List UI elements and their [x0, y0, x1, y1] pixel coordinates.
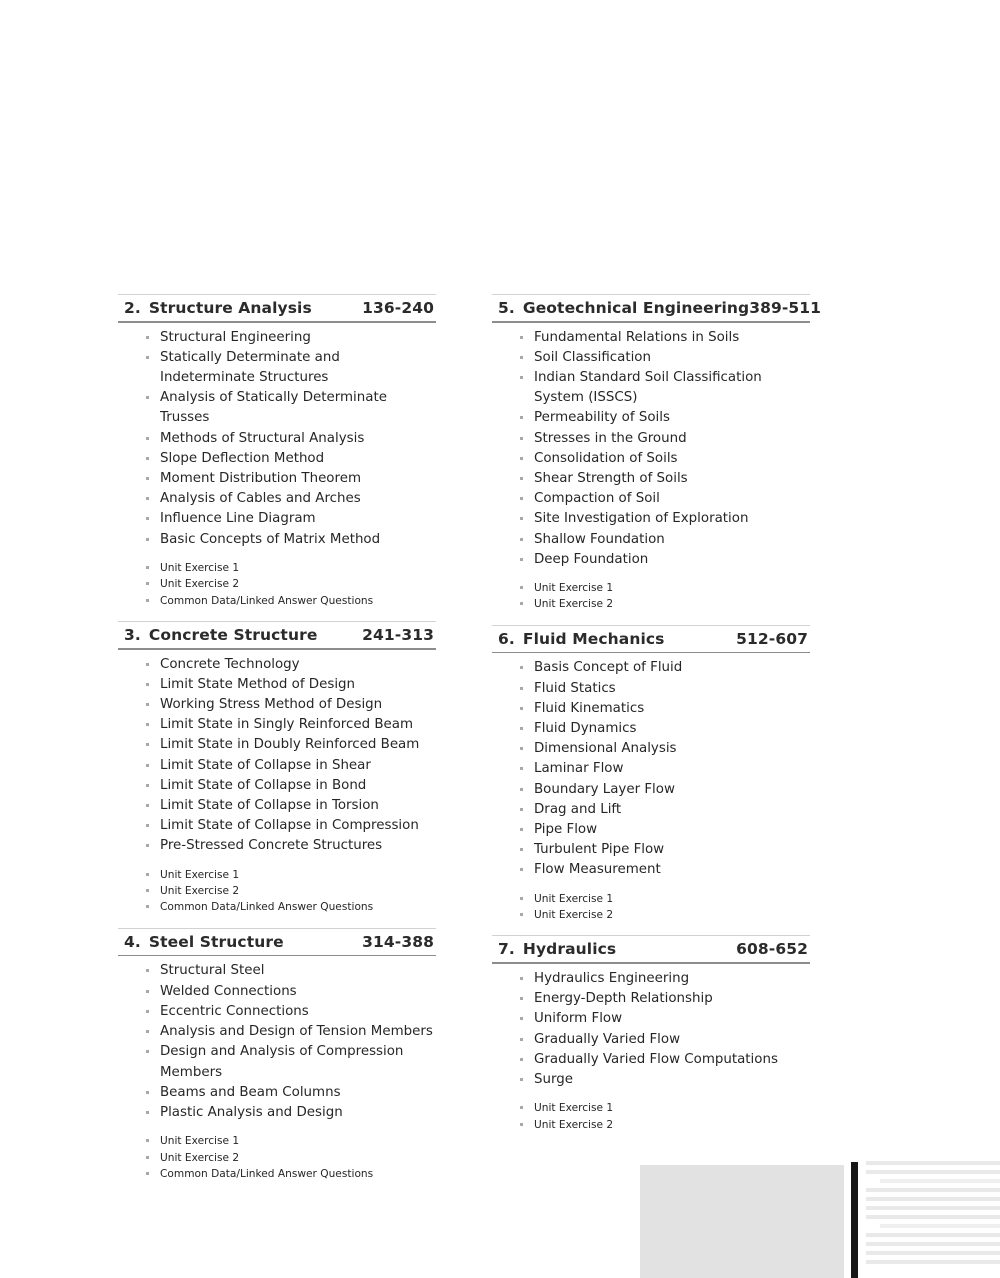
- exercise-item[interactable]: [492, 907, 810, 923]
- chapter-header[interactable]: [118, 929, 436, 955]
- exercise-item-label: Unit Exercise 2: [160, 885, 240, 898]
- topic-item[interactable]: [118, 449, 436, 469]
- topic-item-label: Limit State of Collapse in Compression: [160, 818, 419, 834]
- square-bullet-icon: [146, 336, 149, 339]
- topic-item-label: Dimensional Analysis: [534, 741, 677, 757]
- exercise-item[interactable]: [118, 576, 436, 592]
- topic-item-label: Gradually Varied Flow: [534, 1031, 681, 1047]
- chapter-exercise-list: [118, 867, 436, 916]
- square-bullet-icon: [520, 586, 523, 589]
- exercise-item-label: Common Data/Linked Answer Questions: [160, 1167, 374, 1180]
- square-bullet-icon: [146, 1030, 149, 1033]
- chapter-header[interactable]: [492, 936, 810, 962]
- exercise-item-label: Unit Exercise 1: [534, 582, 614, 595]
- page-edge-line: [866, 1170, 1000, 1174]
- square-bullet-icon: [146, 824, 149, 827]
- topic-item[interactable]: [492, 969, 810, 989]
- chapter-title-wrap: [124, 933, 284, 951]
- chapter-page-range: 389-511: [749, 299, 822, 317]
- topic-item-label: Boundary Layer Flow: [534, 781, 675, 797]
- topic-item[interactable]: [118, 1083, 436, 1103]
- square-bullet-icon: [520, 1106, 523, 1109]
- topic-item[interactable]: [118, 655, 436, 675]
- exercise-item[interactable]: [492, 1117, 810, 1133]
- chapter-page-range: 608-652: [736, 940, 808, 959]
- topic-item-label: Slope Deflection Method: [160, 450, 325, 466]
- chapter-number: 4.: [124, 932, 141, 951]
- topic-item-label: Fluid Statics: [534, 680, 616, 696]
- chapter-title: Hydraulics: [522, 940, 617, 959]
- exercise-item[interactable]: [118, 883, 436, 899]
- chapter-topic-list: [492, 969, 810, 1090]
- topic-item[interactable]: [118, 1022, 436, 1042]
- square-bullet-icon: [520, 416, 523, 419]
- topic-item[interactable]: [492, 658, 810, 678]
- topic-item[interactable]: [492, 408, 810, 428]
- page-edge-text-lines: [866, 1161, 1000, 1278]
- square-bullet-icon: [520, 457, 523, 460]
- chapter-rule-bottom: [118, 321, 436, 323]
- topic-item-label: Soil Classification: [534, 349, 651, 365]
- square-bullet-icon: [146, 723, 149, 726]
- chapter-number: 3.: [124, 626, 141, 645]
- square-bullet-icon: [520, 538, 523, 541]
- square-bullet-icon: [146, 1172, 149, 1175]
- topic-item[interactable]: [118, 429, 436, 449]
- topic-item[interactable]: [118, 756, 436, 776]
- chapter-number: 7.: [498, 940, 515, 959]
- square-bullet-icon: [146, 743, 149, 746]
- chapter-page-range: 136-240: [362, 299, 434, 317]
- square-bullet-icon: [146, 517, 149, 520]
- square-bullet-icon: [520, 997, 523, 1000]
- toc-columns: [118, 294, 882, 1194]
- square-bullet-icon: [520, 1038, 523, 1041]
- topic-item-label: Limit State Method of Design: [160, 676, 356, 692]
- square-bullet-icon: [146, 1139, 149, 1142]
- square-bullet-icon: [520, 517, 523, 520]
- topic-item[interactable]: [118, 489, 436, 509]
- square-bullet-icon: [520, 747, 523, 750]
- topic-item[interactable]: [492, 1050, 810, 1070]
- exercise-item-label: Unit Exercise 1: [534, 892, 614, 905]
- topic-item-label: Analysis and Design of Tension Members: [160, 1024, 433, 1040]
- topic-item[interactable]: [492, 1070, 810, 1090]
- topic-item[interactable]: [118, 961, 436, 981]
- topic-item-label: Pre-Stressed Concrete Structures: [160, 838, 383, 854]
- chapter-number: 6.: [498, 629, 515, 648]
- chapter-entry[interactable]: [492, 625, 810, 924]
- topic-item-label: Analysis of Cables and Arches: [160, 491, 361, 507]
- topic-item-label: Flow Measurement: [534, 862, 661, 878]
- topic-item[interactable]: [118, 1103, 436, 1123]
- exercise-item-label: Unit Exercise 2: [534, 909, 614, 922]
- square-bullet-icon: [146, 784, 149, 787]
- page-edge-line: [880, 1224, 1000, 1228]
- topic-item-label: Shear Strength of Soils: [534, 471, 688, 487]
- page-edge-line: [866, 1206, 1000, 1210]
- square-bullet-icon: [520, 1123, 523, 1126]
- topic-item-label: Surge: [534, 1072, 573, 1088]
- topic-item[interactable]: [492, 368, 810, 408]
- square-bullet-icon: [146, 1111, 149, 1114]
- topic-item-label: Fluid Dynamics: [534, 721, 637, 737]
- square-bullet-icon: [146, 764, 149, 767]
- square-bullet-icon: [520, 336, 523, 339]
- exercise-item[interactable]: [118, 1133, 436, 1149]
- exercise-item-label: Unit Exercise 1: [534, 1102, 614, 1115]
- topic-item-label: Limit State in Doubly Reinforced Beam: [160, 737, 420, 753]
- exercise-item-label: Common Data/Linked Answer Questions: [160, 901, 374, 914]
- toc-column-right: [492, 294, 822, 1145]
- page-edge-line: [866, 1251, 1000, 1255]
- topic-item[interactable]: [118, 776, 436, 796]
- topic-item-label: Limit State of Collapse in Torsion: [160, 798, 379, 814]
- topic-item[interactable]: [118, 328, 436, 348]
- topic-item-label: Fluid Kinematics: [534, 700, 645, 716]
- chapter-title: Fluid Mechanics: [522, 629, 665, 648]
- topic-item-label: Working Stress Method of Design: [160, 697, 383, 713]
- topic-item[interactable]: [118, 715, 436, 735]
- square-bullet-icon: [146, 1050, 149, 1053]
- topic-item[interactable]: [492, 348, 810, 368]
- chapter-exercise-list: [492, 1100, 810, 1133]
- topic-item-label: Basic Concepts of Matrix Method: [160, 531, 381, 547]
- topic-item-label: Structural Steel: [160, 963, 265, 979]
- topic-item-label: Structural Engineering: [160, 329, 311, 345]
- square-bullet-icon: [520, 437, 523, 440]
- square-bullet-icon: [146, 566, 149, 569]
- topic-item-label: Hydraulics Engineering: [534, 971, 690, 987]
- square-bullet-icon: [520, 727, 523, 730]
- exercise-item[interactable]: [118, 560, 436, 576]
- topic-item-label: Energy-Depth Relationship: [534, 991, 713, 1007]
- square-bullet-icon: [520, 767, 523, 770]
- exercise-item[interactable]: [118, 899, 436, 915]
- topic-item[interactable]: [492, 820, 810, 840]
- square-bullet-icon: [520, 602, 523, 605]
- square-bullet-icon: [520, 897, 523, 900]
- exercise-item-label: Unit Exercise 2: [534, 1118, 614, 1131]
- topic-item-label: Pipe Flow: [534, 822, 598, 838]
- chapter-title-wrap: [124, 626, 317, 644]
- chapter-topic-list: [118, 961, 436, 1123]
- topic-item-label: Statically Determinate and Indeterminate Structures: [160, 349, 340, 385]
- square-bullet-icon: [520, 913, 523, 916]
- topic-item-label: Beams and Beam Columns: [160, 1084, 341, 1100]
- page-edge-line: [866, 1188, 1000, 1192]
- square-bullet-icon: [146, 873, 149, 876]
- topic-item[interactable]: [118, 816, 436, 836]
- square-bullet-icon: [520, 558, 523, 561]
- chapter-topic-list: [492, 328, 810, 570]
- chapter-title-wrap: [498, 299, 749, 317]
- topic-item-label: Fundamental Relations in Soils: [534, 329, 740, 345]
- square-bullet-icon: [520, 707, 523, 710]
- topic-item[interactable]: [118, 1002, 436, 1022]
- topic-item-label: Laminar Flow: [534, 761, 624, 777]
- chapter-title: Steel Structure: [148, 932, 284, 951]
- exercise-item[interactable]: [492, 891, 810, 907]
- square-bullet-icon: [146, 437, 149, 440]
- topic-item-label: Design and Analysis of Compression Members: [160, 1044, 404, 1080]
- topic-item-label: Welded Connections: [160, 983, 297, 999]
- topic-item[interactable]: [492, 1030, 810, 1050]
- toc-column-left: [118, 294, 436, 1194]
- topic-item-label: Indian Standard Soil Classification System (ISSCS): [534, 370, 762, 406]
- exercise-item[interactable]: [118, 867, 436, 883]
- square-bullet-icon: [146, 538, 149, 541]
- square-bullet-icon: [146, 683, 149, 686]
- topic-item-label: Shallow Foundation: [534, 531, 665, 547]
- topic-item-label: Gradually Varied Flow Computations: [534, 1051, 778, 1067]
- chapter-title-wrap: [498, 940, 616, 958]
- topic-item-label: Plastic Analysis and Design: [160, 1104, 343, 1120]
- square-bullet-icon: [146, 477, 149, 480]
- topic-item[interactable]: [118, 509, 436, 529]
- topic-item[interactable]: [118, 530, 436, 550]
- chapter-exercise-list: [492, 580, 810, 613]
- square-bullet-icon: [146, 990, 149, 993]
- square-bullet-icon: [146, 599, 149, 602]
- topic-item[interactable]: [118, 348, 436, 388]
- exercise-item[interactable]: [118, 593, 436, 609]
- square-bullet-icon: [520, 1078, 523, 1081]
- square-bullet-icon: [146, 1010, 149, 1013]
- chapter-entry[interactable]: [118, 621, 436, 916]
- chapter-header[interactable]: [492, 626, 810, 652]
- square-bullet-icon: [146, 905, 149, 908]
- chapter-title: Geotechnical Engineering: [522, 299, 750, 317]
- page-edge-line: [866, 1260, 1000, 1264]
- chapter-page-range: 241-313: [362, 626, 434, 645]
- topic-item[interactable]: [492, 449, 810, 469]
- topic-item-label: Consolidation of Soils: [534, 450, 678, 466]
- square-bullet-icon: [146, 663, 149, 666]
- exercise-item-label: Unit Exercise 2: [534, 598, 614, 611]
- square-bullet-icon: [146, 1156, 149, 1159]
- topic-item[interactable]: [118, 469, 436, 489]
- page-edge-line: [880, 1179, 1000, 1183]
- topic-item[interactable]: [492, 429, 810, 449]
- exercise-item-label: Unit Exercise 1: [160, 868, 240, 881]
- square-bullet-icon: [146, 804, 149, 807]
- square-bullet-icon: [146, 889, 149, 892]
- topic-item-label: Eccentric Connections: [160, 1003, 309, 1019]
- topic-item[interactable]: [492, 530, 810, 550]
- topic-item-label: Stresses in the Ground: [534, 430, 687, 446]
- topic-item[interactable]: [118, 836, 436, 856]
- topic-item-label: Compaction of Soil: [534, 491, 660, 507]
- exercise-item-label: Common Data/Linked Answer Questions: [160, 594, 374, 607]
- square-bullet-icon: [146, 497, 149, 500]
- topic-item-label: Limit State of Collapse in Shear: [160, 757, 371, 773]
- square-bullet-icon: [520, 356, 523, 359]
- topic-item[interactable]: [492, 489, 810, 509]
- topic-item[interactable]: [492, 550, 810, 570]
- topic-item[interactable]: [492, 800, 810, 820]
- topic-item[interactable]: [118, 982, 436, 1002]
- topic-item[interactable]: [492, 679, 810, 699]
- topic-item-label: Turbulent Pipe Flow: [534, 842, 665, 858]
- topic-item[interactable]: [492, 699, 810, 719]
- chapter-topic-list: [492, 658, 810, 880]
- square-bullet-icon: [146, 1091, 149, 1094]
- page-edge-line: [866, 1242, 1000, 1246]
- chapter-title-wrap: [498, 630, 665, 648]
- chapter-topic-list: [118, 328, 436, 550]
- page-edge-line: [866, 1233, 1000, 1237]
- square-bullet-icon: [146, 582, 149, 585]
- topic-item-label: Site Investigation of Exploration: [534, 511, 749, 527]
- square-bullet-icon: [520, 1058, 523, 1061]
- chapter-rule-bottom: [492, 962, 810, 964]
- topic-item[interactable]: [118, 735, 436, 755]
- page-edge-spine: [851, 1162, 858, 1278]
- topic-item[interactable]: [492, 759, 810, 779]
- square-bullet-icon: [520, 788, 523, 791]
- exercise-item-label: Unit Exercise 2: [160, 1151, 240, 1164]
- topic-item[interactable]: [492, 509, 810, 529]
- topic-item[interactable]: [492, 739, 810, 759]
- chapter-rule-bottom: [492, 321, 810, 323]
- exercise-item[interactable]: [492, 1100, 810, 1116]
- topic-item-label: Limit State in Singly Reinforced Beam: [160, 717, 414, 733]
- square-bullet-icon: [146, 356, 149, 359]
- square-bullet-icon: [146, 457, 149, 460]
- chapter-exercise-list: [118, 560, 436, 609]
- topic-item-label: Moment Distribution Theorem: [160, 471, 361, 487]
- topic-item[interactable]: [492, 780, 810, 800]
- topic-item[interactable]: [492, 860, 810, 880]
- square-bullet-icon: [520, 477, 523, 480]
- chapter-page-range: 512-607: [736, 629, 808, 648]
- chapter-header[interactable]: [118, 295, 436, 321]
- exercise-item-label: Unit Exercise 1: [160, 1135, 240, 1148]
- topic-item-label: Uniform Flow: [534, 1011, 623, 1027]
- topic-item[interactable]: [492, 719, 810, 739]
- topic-item-label: Basis Concept of Fluid: [534, 660, 683, 676]
- topic-item[interactable]: [492, 989, 810, 1009]
- exercise-item-label: Unit Exercise 1: [160, 561, 240, 574]
- square-bullet-icon: [146, 703, 149, 706]
- page-edge-line: [866, 1161, 1000, 1165]
- topic-item[interactable]: [118, 695, 436, 715]
- chapter-rule-bottom: [118, 955, 436, 957]
- topic-item-label: Deep Foundation: [534, 551, 649, 567]
- topic-item[interactable]: [118, 388, 436, 428]
- topic-item-label: Limit State of Collapse in Bond: [160, 777, 367, 793]
- chapter-title: Structure Analysis: [148, 299, 312, 317]
- square-bullet-icon: [146, 969, 149, 972]
- topic-item[interactable]: [118, 1042, 436, 1082]
- page-edge-line: [866, 1197, 1000, 1201]
- chapter-rule-bottom: [118, 648, 436, 650]
- chapter-entry[interactable]: [492, 294, 822, 613]
- square-bullet-icon: [520, 868, 523, 871]
- square-bullet-icon: [146, 844, 149, 847]
- topic-item[interactable]: [492, 328, 810, 348]
- chapter-exercise-list: [492, 891, 810, 924]
- topic-item[interactable]: [492, 1009, 810, 1029]
- exercise-item[interactable]: [492, 596, 810, 612]
- topic-item[interactable]: [118, 675, 436, 695]
- page-edge-line: [866, 1215, 1000, 1219]
- chapter-header[interactable]: [118, 622, 436, 648]
- chapter-title: Concrete Structure: [148, 626, 318, 645]
- chapter-header[interactable]: [492, 295, 822, 321]
- square-bullet-icon: [520, 687, 523, 690]
- exercise-item[interactable]: [118, 1166, 436, 1182]
- square-bullet-icon: [520, 828, 523, 831]
- square-bullet-icon: [520, 376, 523, 379]
- topic-item[interactable]: [492, 469, 810, 489]
- topic-item-label: Concrete Technology: [160, 656, 300, 672]
- page-edge-gray-block: [640, 1165, 844, 1278]
- chapter-number: 5.: [498, 299, 515, 317]
- chapter-entry[interactable]: [118, 928, 436, 1182]
- topic-item-label: Influence Line Diagram: [160, 511, 316, 527]
- exercise-item[interactable]: [118, 1150, 436, 1166]
- topic-item-label: Methods of Structural Analysis: [160, 430, 365, 446]
- topic-item-label: Drag and Lift: [534, 801, 622, 817]
- square-bullet-icon: [520, 848, 523, 851]
- square-bullet-icon: [146, 396, 149, 399]
- exercise-item[interactable]: [492, 580, 810, 596]
- chapter-exercise-list: [118, 1133, 436, 1182]
- exercise-item-label: Unit Exercise 2: [160, 578, 240, 591]
- chapter-title-wrap: [124, 299, 312, 317]
- square-bullet-icon: [520, 1017, 523, 1020]
- chapter-entry[interactable]: [118, 294, 436, 609]
- chapter-number: 2.: [124, 299, 141, 317]
- topic-item[interactable]: [492, 840, 810, 860]
- chapter-topic-list: [118, 655, 436, 857]
- square-bullet-icon: [520, 497, 523, 500]
- square-bullet-icon: [520, 666, 523, 669]
- chapter-rule-bottom: [492, 652, 810, 654]
- topic-item-label: Analysis of Statically Determinate Trusses: [160, 390, 387, 426]
- chapter-entry[interactable]: [492, 935, 810, 1133]
- chapter-page-range: 314-388: [362, 932, 434, 951]
- topic-item-label: Permeability of Soils: [534, 410, 670, 426]
- topic-item[interactable]: [118, 796, 436, 816]
- square-bullet-icon: [520, 808, 523, 811]
- square-bullet-icon: [520, 977, 523, 980]
